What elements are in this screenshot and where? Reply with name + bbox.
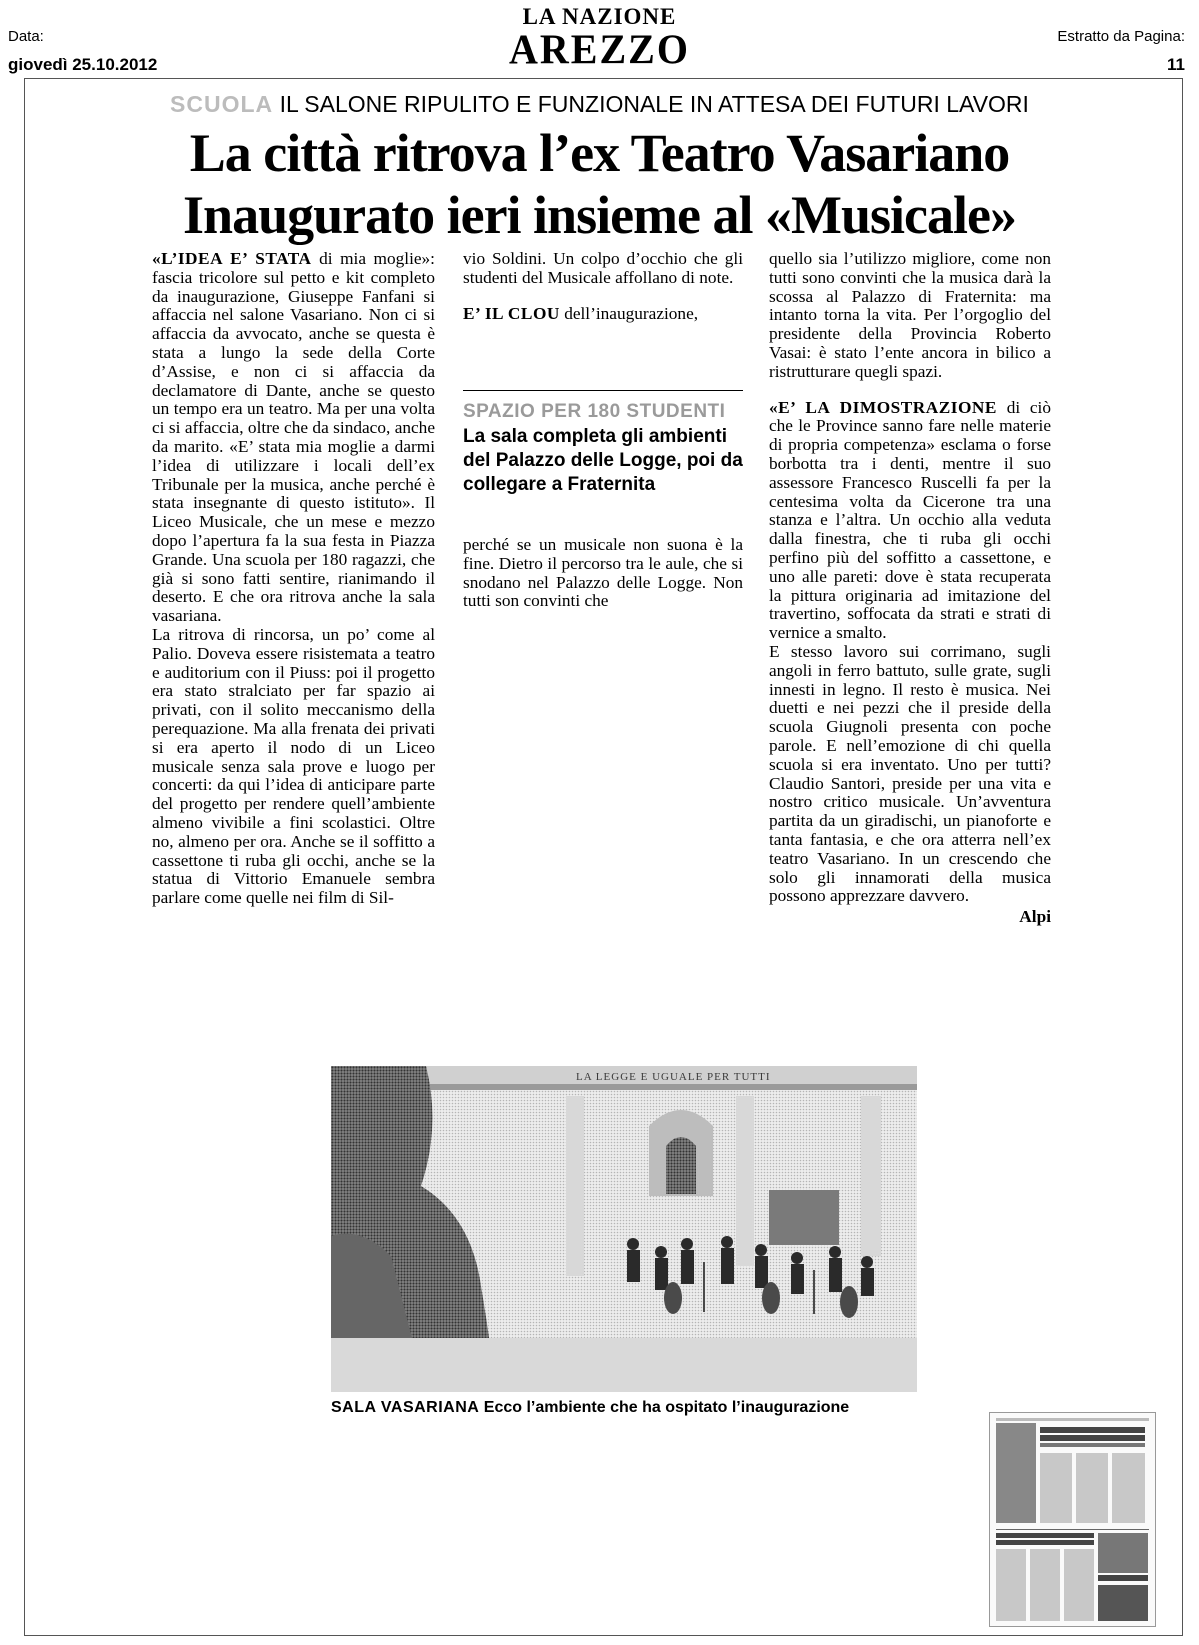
lead-in: «E’ LA DIMOSTRAZIONE — [769, 397, 997, 417]
lead-in: E’ IL CLOU — [463, 303, 560, 323]
masthead — [0, 4, 1199, 74]
article-column-2-bottom — [463, 536, 743, 611]
page-thumbnail — [989, 1412, 1156, 1627]
lead-in: «L’IDEA E’ STATA — [152, 249, 312, 268]
headline — [0, 122, 1199, 246]
paragraph — [463, 305, 743, 324]
article-column-3 — [769, 250, 1051, 927]
wall-inscription: LA LEGGE E UGUALE PER TUTTI — [576, 1071, 771, 1083]
author-signature: Alpi — [1019, 907, 1051, 927]
paragraph: vio Soldini. Un colpo d’occhio che gli studenti del Musicale affollano di note. — [463, 249, 743, 287]
kicker-text: IL SALONE RIPULITO E FUNZIONALE IN ATTESA DEI FUTURI LAVORI — [279, 91, 1029, 117]
paragraph — [769, 399, 1051, 643]
kicker — [0, 89, 1199, 119]
sidebar-box-body: La sala completa gli ambienti del Palazzo delle Logge, poi da collegare a Fraternita — [463, 426, 743, 495]
paragraph: perché se un musicale non suona è la fine. Dietro il percorso tra le aule, che si snodano nel Palazzo delle Logge. Non tutti son convinti che — [463, 535, 743, 611]
paragraph-text: di mia moglie»: fascia tricolore sul petto e kit completo da inaugurazione, Giuseppe Fanfani si affaccia nel salone Vasariano. Non ci si affaccia da avvocato, anche se questa è stata a lungo la sede della Corte d’Assise, e non ci si affaccia da declamatore di Dante, anche se questo un tempo era un teatro. Ma per una volta ci si affaccia, oltre che da sindaco, anche da marito. «E’ stata mia moglie a darmi l’idea di utilizzare i locali dell’ex Tribunale per la musica, anche perché è stata insegnante di questo istituto». Il Liceo Musicale, che un mese e mezzo dopo l’apertura fa la sua festa in Piazza Grande. Una scuola per 180 ragazzi, che già si sono fatti sentire, rianimando il deserto. E che ora ritrova anche la sala vasariana. — [152, 249, 435, 626]
newspaper-edition: AREZZO — [509, 25, 690, 74]
sidebar-box — [463, 390, 743, 497]
paragraph-text: dell’inaugurazione, — [559, 303, 699, 323]
newspaper-name: LA NAZIONE — [522, 4, 677, 29]
article-column-2-top — [463, 250, 743, 323]
paragraph — [152, 250, 435, 626]
photo-sala-vasariana — [331, 1066, 917, 1392]
kicker-tag: SCUOLA — [170, 91, 274, 117]
page-thumbnail-illustration — [990, 1413, 1155, 1626]
headline-line-2: Inaugurato ieri insieme al «Musicale» — [183, 185, 1016, 245]
headline-line-1: La città ritrova l’ex Teatro Vasariano — [189, 123, 1010, 183]
date-value: giovedì 25.10.2012 — [8, 55, 158, 74]
photo-illustration — [331, 1066, 917, 1392]
caption-text: Ecco l’ambiente che ha ospitato l’inaugurazione — [483, 1399, 850, 1416]
article-column-1 — [152, 250, 435, 908]
extract-label: Estratto da Pagina: — [1057, 28, 1185, 45]
sidebar-box-tag: SPAZIO PER 180 STUDENTI — [463, 401, 726, 422]
paragraph: quello sia l’utilizzo migliore, come non tutti sono convinti che la musica darà la scossa al Palazzo di Fraternita: ma intanto torna la vita. Per l’orgoglio del presidente della Provincia Roberto Vasai: è stato l’ente ancora in bilico a ristrutturare quegli spazi. — [769, 249, 1051, 381]
page-number: 11 — [1167, 55, 1185, 74]
caption-tag: SALA VASARIANA — [331, 1399, 480, 1416]
paragraph: La ritrova di rincorsa, un po’ come al Palio. Doveva essere risistemata a teatro e auditorium con il Piuss: poi il progetto era stato stralciato per far spazio ai privati, con il solito meccanismo della perequazione. Ma alla frenata dei privati si era aperto il nodo di un Liceo musicale senza sala prove e luogo per concerti: da qui l’idea di anticipare parte del progetto per rendere quell’ambiente almeno vivibile a fini scolastici. Oltre no, almeno per ora. Anche se il soffitto a cassettone ti ruba gli occhi, anche se la statua di Vittorio Emanuele sembra parlare come quelle nei film di Sil- — [152, 624, 435, 908]
page-block — [1057, 28, 1185, 76]
date-label: Data: — [8, 28, 44, 45]
paragraph-text: di ciò che le Province sanno fare nelle materie di propria competenza» esclama o forse borbotta tra i denti, mentre il suo assessore Francesco Ruscelli fa per la centesima volta da Cicerone tra una stanza e l’altra. Un occhio alla veduta dalla finestra, che ti ruba gli occhi perfino più del soffitto a cassettone, e uno alle pareti: dove è stata recuperata la pittura originaria ad imitazione del travertino, soffocata da strati e strati di vernice a smalto. — [769, 397, 1051, 643]
photo-caption — [331, 1398, 931, 1418]
paragraph: E stesso lavoro sui corrimano, sugli angoli in ferro battuto, sulle grate, sugli innesti in legno. Il resto è musica. Nei duetti e nei pezzi che il preside della scuola Giugnoli presenta con poche parole. E nell’emozione di chi quella scuola si era inventato. Uno per tutti? Claudio Santori, preside per una vita e nostro critico musicale. Un’avventura partita da un giradischi, un pianoforte e tanta fantasia, e che ora atterra nell’ex teatro Vasariano. In un crescendo che solo gli innamorati della musica possono apprezzare davvero. — [769, 641, 1051, 906]
